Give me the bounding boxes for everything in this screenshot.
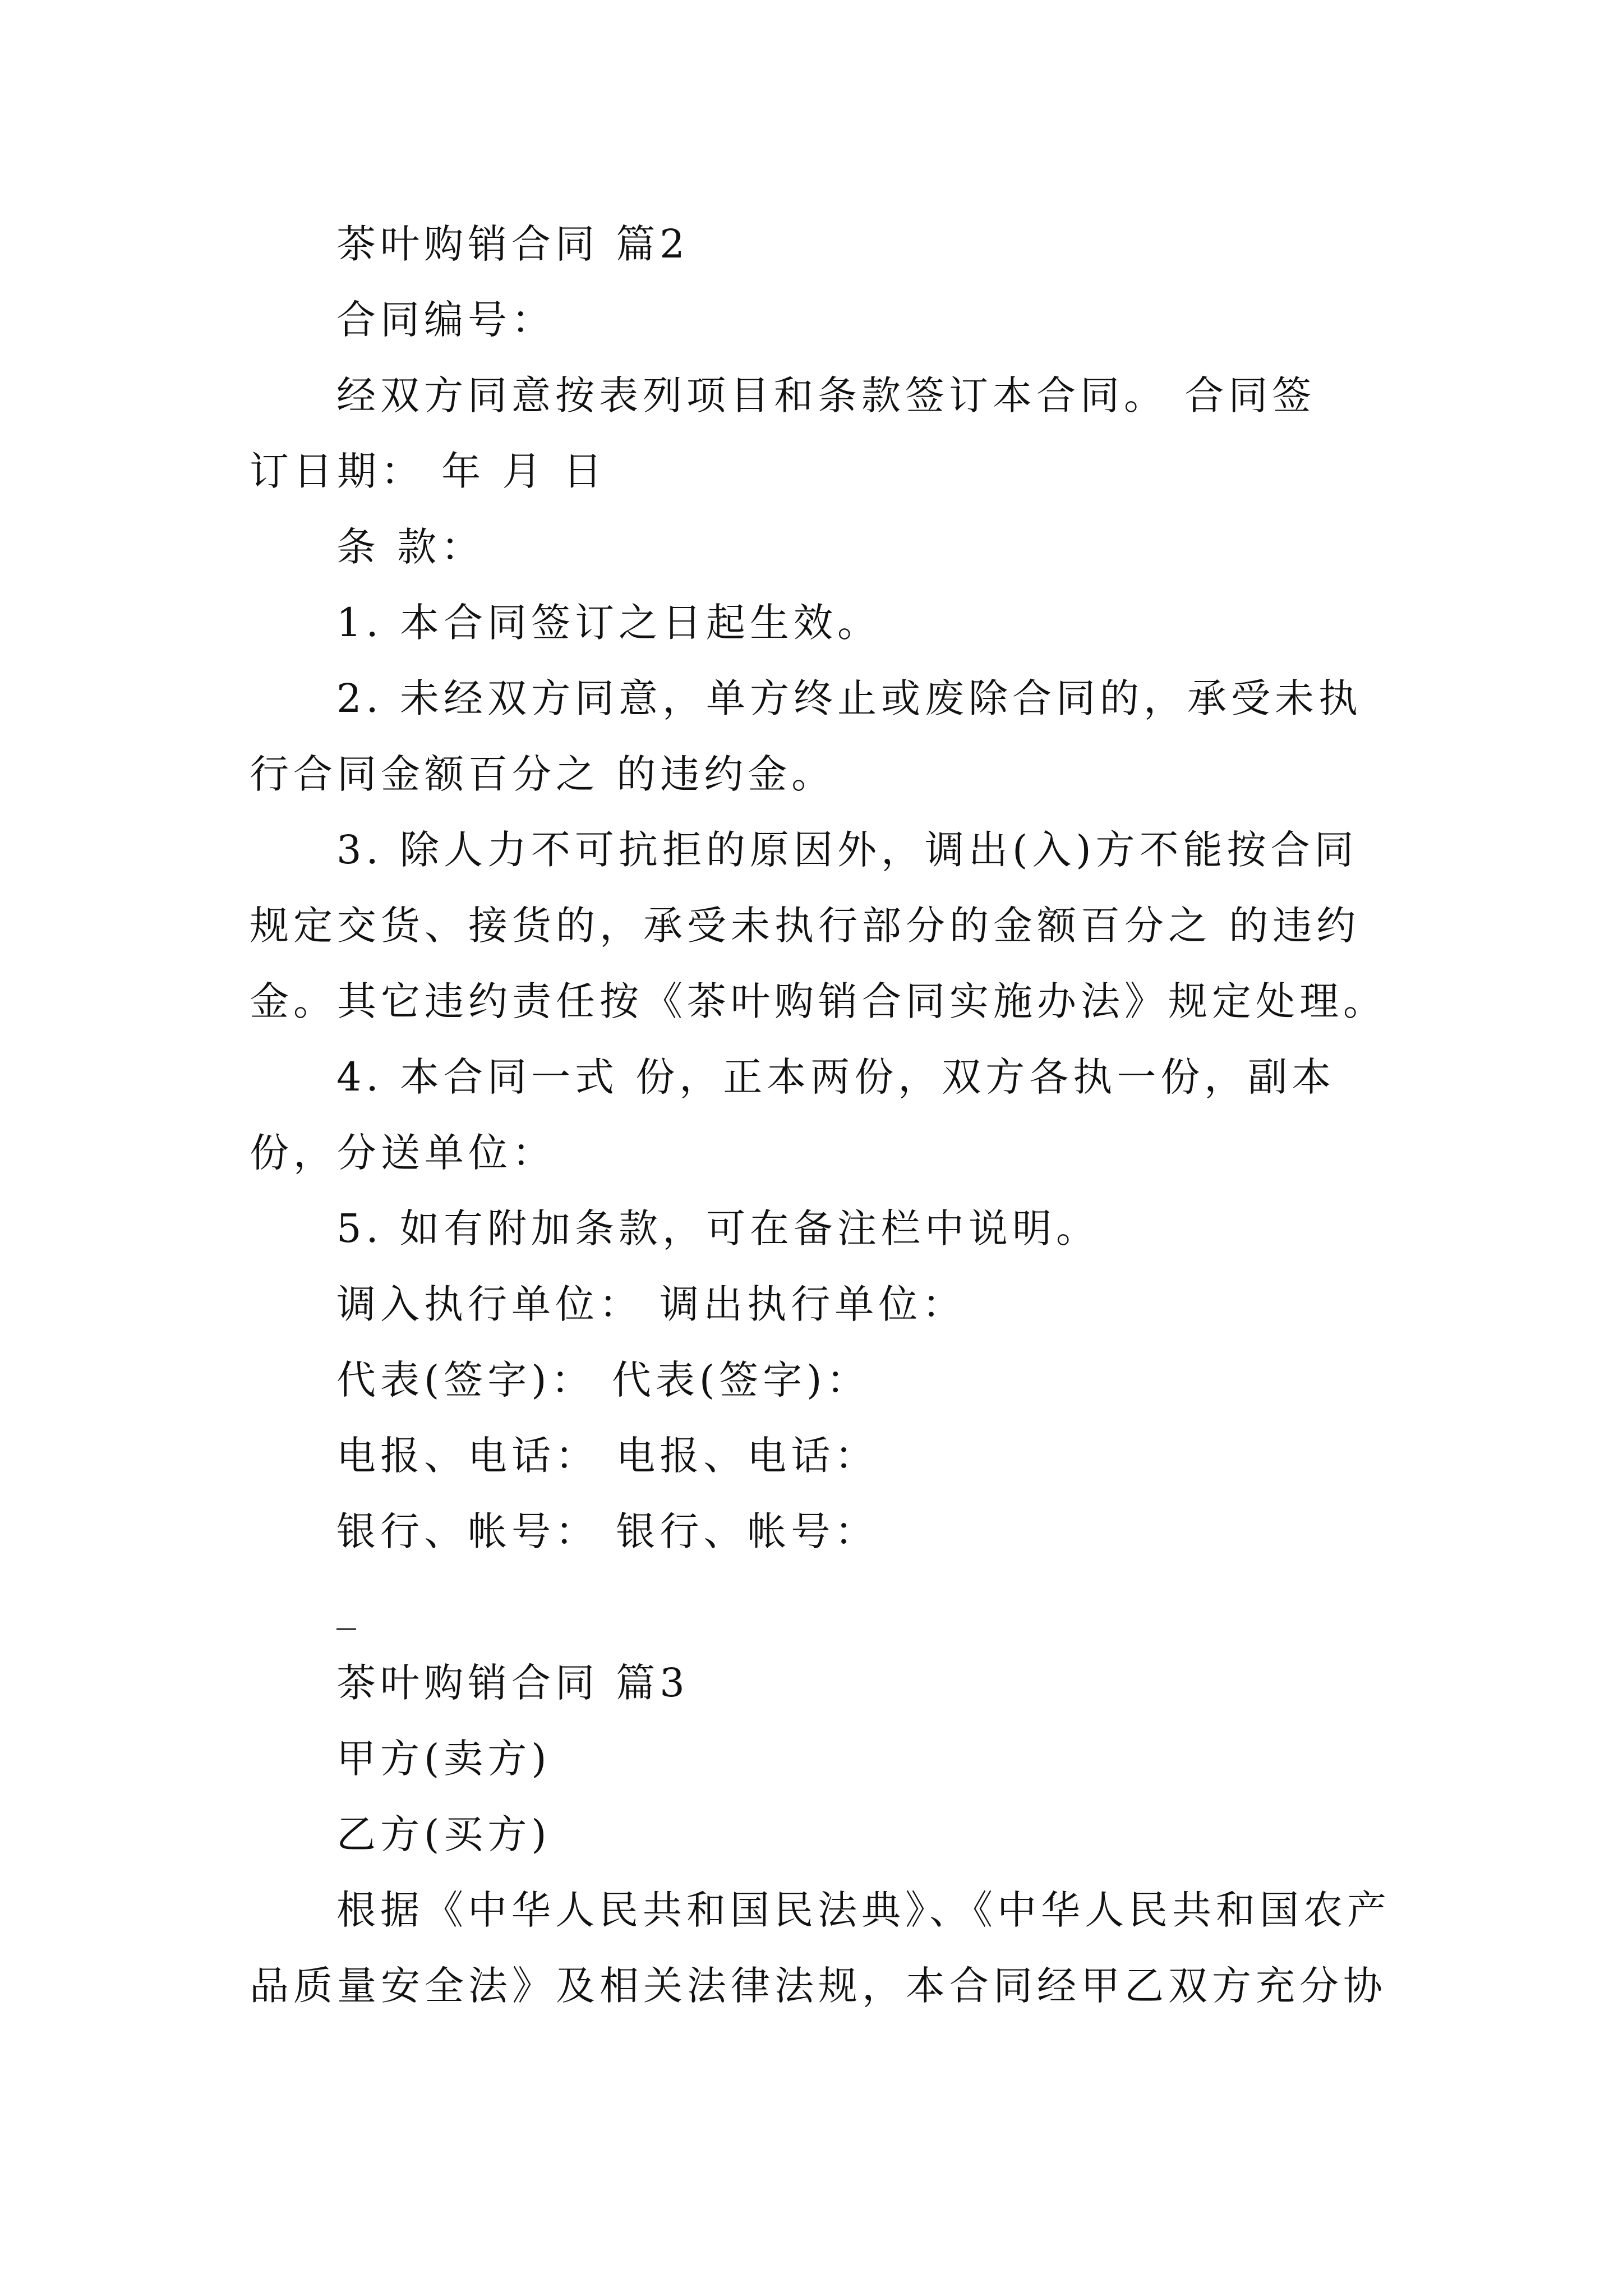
signature-phones: 电报、电话： 电报、电话： [336,1433,879,1479]
clause-3-cont: 规定交货、接货的，承受未执行部分的金额百分之 的违约 [250,903,1361,949]
clause-2-cont: 行合同金额百分之 的违约金。 [250,751,836,797]
paragraph-line: 经双方同意按表列项目和条款签订本合同。 合同签 [336,372,1316,418]
signature-units: 调入执行单位： 调出执行单位： [336,1281,966,1327]
signature-bank-accounts: 银行、帐号： 银行、帐号： [336,1508,879,1554]
signature-representatives: 代表(签字)： 代表(签字)： [336,1357,870,1403]
clause-1: 1. 本合同签订之日起生效。 [336,600,882,646]
section-title-3: 茶叶购销合同 篇3 [336,1660,689,1706]
clause-4-cont: 份，分送单位： [250,1130,556,1176]
paragraph-line: 根据《中华人民共和国民法典》、《中华人民共和国农产 [336,1887,1391,1933]
clause-4: 4. 本合同一式 份，正本两份，双方各执一份，副本 [336,1054,1336,1100]
clause-2: 2. 未经双方同意，单方终止或废除合同的，承受未执 [336,675,1363,721]
blank-underline: _ [336,1584,361,1630]
paragraph-line: 订日期： 年 月 日 [250,448,607,494]
contract-number-label: 合同编号： [336,297,555,343]
clause-5: 5. 如有附加条款，可在备注栏中说明。 [336,1205,1100,1251]
clause-3-cont: 金。其它违约责任按《茶叶购销合同实施办法》规定处理。 [250,978,1387,1024]
party-a: 甲方(卖方) [336,1736,551,1782]
party-b: 乙方(买方) [336,1811,551,1857]
clause-3: 3. 除人力不可抗拒的原因外，调出(入)方不能按合同 [336,827,1358,873]
terms-heading: 条 款： [336,524,485,570]
section-title-2: 茶叶购销合同 篇2 [336,221,689,267]
paragraph-line: 品质量安全法》及相关法律法规，本合同经甲乙双方充分协 [250,1963,1387,2009]
